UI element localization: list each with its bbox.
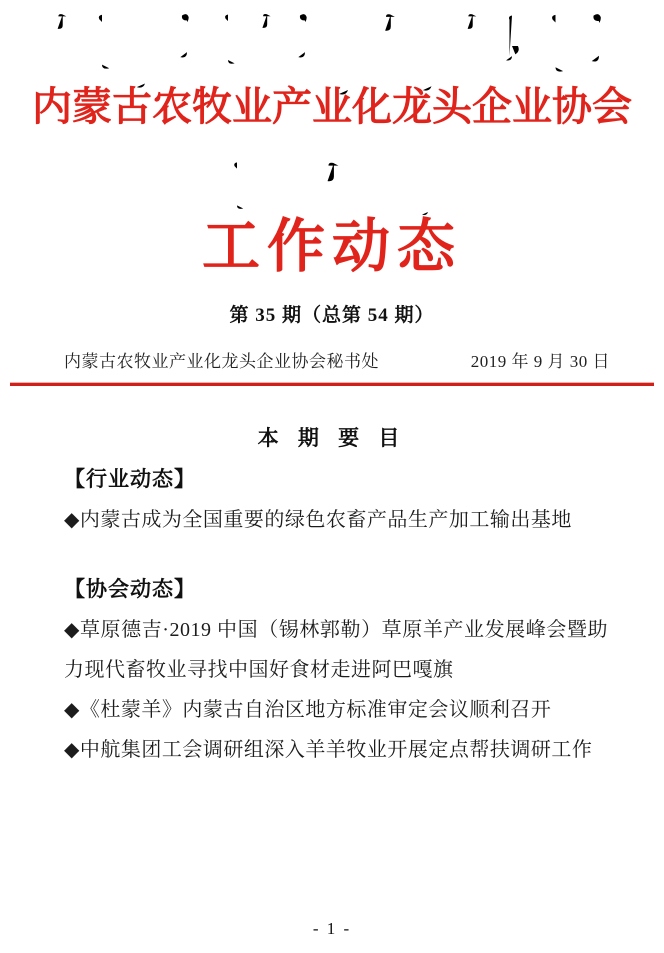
mongolian-script-banner	[54, 12, 610, 80]
mongolian-script-icon	[295, 12, 315, 59]
mongolian-script-icon	[134, 12, 156, 89]
mongolian-script-subtitle	[226, 160, 438, 212]
toc-item: ◆草原德吉·2019 中国（锡林郭勒）草原羊产业发展峰会暨助力现代畜牧业寻找中国好食材走进阿巴嘎旗	[64, 619, 608, 681]
mongolian-script-icon	[218, 12, 238, 65]
mongolian-script-icon	[418, 160, 438, 216]
mongolian-script-icon	[544, 12, 567, 73]
toc-item: ◆《杜蒙羊》内蒙古自治区地方标准审定会议顺利召开	[64, 699, 552, 721]
mongolian-script-icon	[177, 12, 197, 59]
contents-list	[0, 460, 664, 770]
publisher-row	[0, 347, 664, 372]
divider-rule	[10, 383, 654, 386]
issue-line: 第 35 期（总第 54 期）	[229, 305, 435, 326]
mongolian-script-icon	[323, 160, 343, 184]
publish-date: 2019 年 9 月 30 日	[470, 352, 610, 371]
publisher: 内蒙古农牧业产业化龙头企业协会秘书处	[64, 352, 379, 371]
mongolian-script-icon	[226, 160, 248, 210]
mongolian-script-icon	[588, 12, 610, 63]
section-title-industry: 【行业动态】	[64, 468, 196, 491]
mongolian-script-icon	[420, 12, 443, 92]
mongolian-script-icon	[91, 12, 113, 70]
org-title: 内蒙古农牧业产业化龙头企业协会	[32, 84, 632, 129]
page-number: - 1 -	[312, 919, 352, 938]
mongolian-script-icon	[464, 12, 480, 31]
mongolian-script-icon	[381, 12, 399, 33]
toc-item: ◆中航集团工会调研组深入羊羊牧业开展定点帮扶调研工作	[64, 739, 593, 761]
mongolian-script-icon	[259, 12, 274, 30]
section-title-association: 【协会动态】	[64, 578, 196, 601]
mongolian-script-icon	[501, 12, 523, 63]
contents-heading: 本 期 要 目	[257, 426, 407, 450]
mongolian-script-icon	[54, 12, 70, 31]
toc-item: ◆内蒙古成为全国重要的绿色农畜产品生产加工输出基地	[64, 509, 572, 531]
bulletin-title: 工作动态	[201, 214, 462, 279]
